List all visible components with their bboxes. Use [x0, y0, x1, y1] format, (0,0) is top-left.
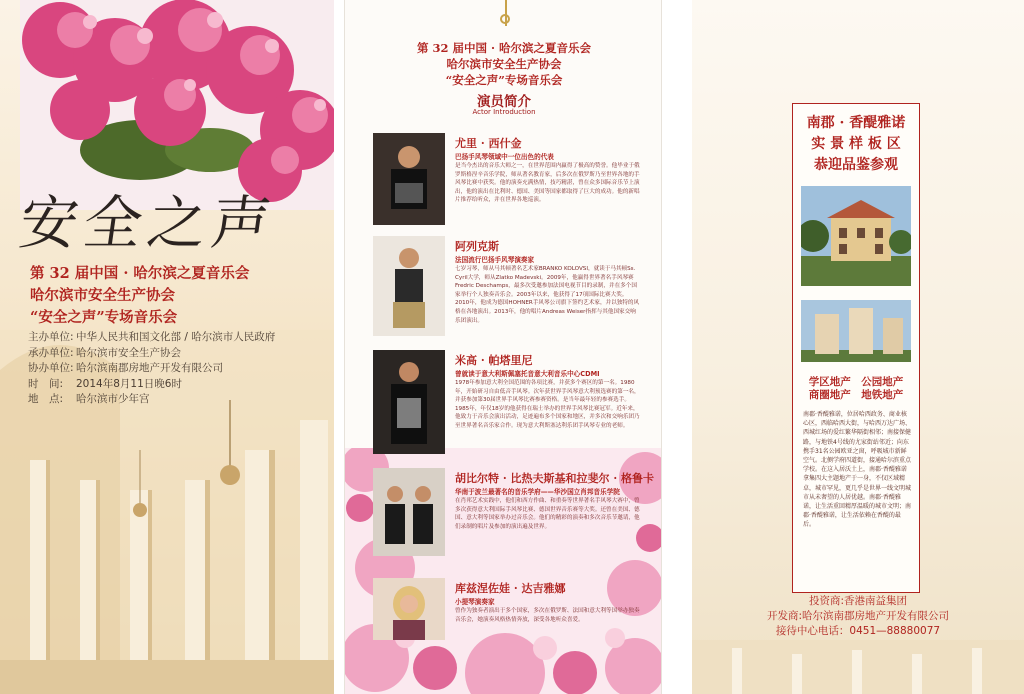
developer-text: 开发商:哈尔滨南郡房地产开发有限公司: [766, 610, 950, 622]
brochure-cover-panel: [0, 0, 334, 694]
performer-title: 小提琴演奏家: [455, 598, 495, 606]
performer-title: 曾就读于意大利斯佩塞托音意大利音乐中心CDMI: [455, 370, 600, 378]
ad-title-line2: 实 景 样 板 区: [811, 136, 901, 152]
performer-title: 华南于波兰最著名的音乐学府——华沙国立肖邦音乐学院: [455, 488, 620, 496]
performer-card: [373, 578, 643, 658]
performer-name: 阿列克斯: [455, 240, 499, 253]
property-tags: 学区地产 公园地产 商圈地产 地铁地产: [808, 376, 904, 401]
bottom-colonnade-image: [692, 640, 1024, 694]
villa-photo: [801, 186, 911, 286]
cover-title-line3: “安全之声”专场音乐会: [30, 309, 178, 326]
performers-panel: [344, 0, 662, 694]
info-row: 承办单位: 哈尔滨市安全生产协会: [28, 346, 181, 359]
performer-photo: [373, 578, 445, 640]
performer-name: 尤里 · 西什金: [455, 137, 522, 150]
performer-bio: 曾作为独奏者演出于多个国家，多次在俄罗斯、法国和意大利等国举办独奏音乐会，她演奏风格热情奔放，深受各地听众喜爱。: [455, 608, 640, 623]
performer-photo: [373, 468, 445, 556]
ad-title-line1: 南郡 · 香醍雅诺: [806, 115, 906, 131]
calligraphy-title: 安全之声: [15, 189, 281, 257]
sponsor-ad-panel: [692, 0, 1024, 694]
hang-hole: [500, 14, 510, 24]
apartment-towers-photo: [801, 300, 911, 362]
performer-name: 胡比尔特 · 比热夫斯基和拉斐尔 · 格鲁卡: [455, 472, 654, 485]
cover-title-line2: 哈尔滨市安全生产协会: [30, 287, 175, 304]
ad-title-line3: 恭迎品鉴参观: [814, 157, 898, 173]
info-row: 协办单位: 哈尔滨南郡房地产开发有限公司: [28, 362, 223, 374]
performer-card: [373, 236, 643, 342]
performer-bio: 是当今杰出的音乐大师之一，在世界范围内赢得了极高的赞誉。他毕业于俄罗斯格涅辛音乐学院，师从著名教育家，后多次在俄罗斯乃至世界各地的手风琴比赛中获奖。他的演奏充满热情，技巧精湛，曾在众多国际音乐节上演出，他的演出在比利时、德国、美国等国家都取得了巨大的成功。他的新唱片推荐给听众，并在世界各地巡演。: [455, 163, 640, 204]
performer-card: [373, 133, 643, 231]
investor-text: 投资商:香港南益集团: [808, 595, 908, 607]
program-title-line1: 第 32 届中国 · 哈尔滨之夏音乐会: [416, 41, 592, 55]
performer-bio: 在肖邦艺术实践中，他们和西方作曲、和重奏等世界著名手风琴大赛中，曾多次获得意大利国际手风琴比赛、德国世界音乐赛等大奖。还曾在美国、德国、意大利等国家举办过音乐会。他们的精彩的演奏和多次音乐节邀请，他们录制的唱片及参加的演出遍及世界。: [455, 498, 640, 530]
property-description: 南郡·香醍雅诺，位居哈西政务、商业核心区，西临哈西大街，与哈西万达广场、西城红场的爱红繁华隔街相邻；南接保健路，与地铁4号线的尤家街站邻近；向东携手31名公园欧亚之窗，呼吸城市新鲜空气。北侧学府四道街，接通哈尔滨重点学校。在这入居沃土上，南郡·香醍雅诺拿集四大主题地产于一身，不仅区域精卓，城市罕见，更几乎是世界一线文明城市从未奢望的人居优越。南郡·香醍雅诺，让生活重回精厚温暖的城市文明；南郡·香醍雅诺，让生活依赖在香醍的最后。: [803, 411, 912, 529]
performer-title: 巴扬手风琴领域中一位出色的代表: [455, 153, 554, 161]
performer-bio: 七岁习琴，师从马其顿著名艺术家BRANKO KOLOVSI，就读于马其顿Ss. Cyril大学，师从Zlatko Madevski。2009年，他赢得世界著名手风琴赛Fredric Deschamps，最多次受邀参加法国电视节目的录制，并在多个国家举行个人独奏音乐会。2003年以来，他获得了17项国际比赛大奖。2010年，他成为德国HOHNER手风琴公司旗下签约艺术家，并以独特的风格在各地演出。2013年，他的唱片Andreas Weiser指挥与其他国家交响乐团演出。: [455, 266, 640, 324]
performer-card: [373, 350, 643, 460]
info-row: 地 点: 哈尔滨市少年宫: [28, 393, 150, 405]
performer-bio: 1978年参加意大利全国范围的各项比赛，并获多个赛区的第一名。1980年，开始研习自由低音手风琴。次年获世界手风琴意大利预选赛的第一名，并获参加第30届世界手风琴比赛参赛资格。是当年最年轻的参赛选手。1985年，年仅18岁的他获得在瑞士举办的世界手风琴比赛冠军。近年来，他致力于音乐会演出活动，足迹遍布多个国家和地区，并多次和交响乐团乃至世界著名音乐家合作。现为意大利斯塞达利乐团手风琴专业的老师。: [455, 380, 640, 429]
cover-title-line1: 第 32 届中国 · 哈尔滨之夏音乐会: [30, 265, 250, 282]
performer-photo: [373, 350, 445, 454]
program-title-line2: 哈尔滨市安全生产协会: [446, 57, 562, 71]
section-subheading: Actor Introduction: [472, 108, 536, 116]
real-estate-ad-card: [792, 103, 920, 593]
performer-title: 法国流行巴扬手风琴演奏家: [455, 256, 535, 264]
performer-name: 库兹涅佐娃 · 达吉雅娜: [455, 582, 566, 595]
info-row: 时 间: 2014年8月11日晚6时: [28, 377, 182, 390]
hotline-text: 接待中心电话：0451—88880077: [775, 625, 941, 637]
info-row: 主办单位: 中华人民共和国文化部 / 哈尔滨市人民政府: [28, 331, 276, 343]
performer-name: 米高 · 帕塔里尼: [455, 354, 533, 367]
performer-photo: [373, 133, 445, 225]
section-heading: 演员简介: [477, 94, 531, 110]
performer-photo: [373, 236, 445, 336]
performer-card: [373, 468, 654, 564]
event-info: [28, 330, 328, 408]
lilac-flowers-image: [20, 0, 334, 210]
program-title-line3: “安全之声”专场音乐会: [445, 73, 563, 87]
